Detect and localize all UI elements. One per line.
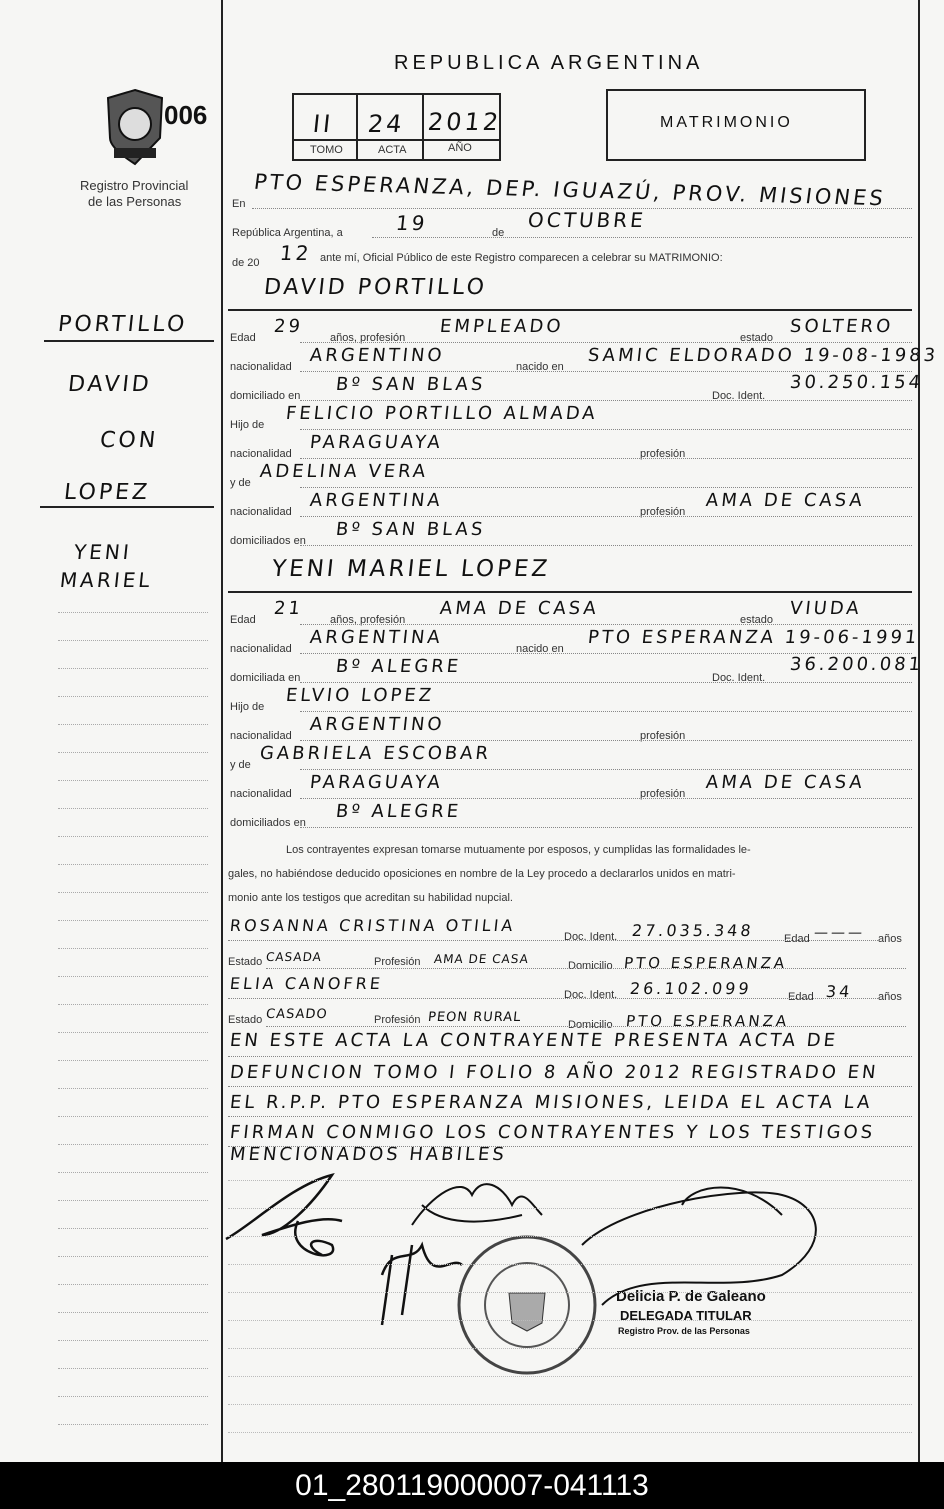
witness1-name: ROSANNA CRISTINA OTILIA bbox=[229, 916, 517, 935]
form-line bbox=[300, 400, 912, 401]
bride-nacionalidad: ARGENTINA bbox=[308, 627, 444, 648]
bride-doc-label: Doc. Ident. bbox=[712, 672, 766, 684]
bride-hijo-label: Hijo de bbox=[230, 701, 265, 713]
groom-estado: SOLTERO bbox=[788, 316, 895, 337]
acta-label: ACTA bbox=[378, 144, 407, 156]
witness2-edad: 34 bbox=[825, 982, 854, 1001]
body-line bbox=[228, 1376, 912, 1377]
form-line bbox=[300, 429, 912, 430]
ante-text: ante mí, Oficial Público de este Registro comparecen a celebrar su MATRIMONIO: bbox=[320, 252, 723, 264]
margin-line bbox=[58, 1396, 208, 1397]
form-line bbox=[300, 827, 912, 828]
tomo-value: II bbox=[311, 110, 335, 138]
groom-madre-nac: ARGENTINA bbox=[308, 490, 444, 511]
margin-line bbox=[58, 1256, 208, 1257]
groom-padres-dom: Bº SAN BLAS bbox=[334, 519, 487, 540]
margin-line bbox=[58, 752, 208, 753]
groom-doc-label: Doc. Ident. bbox=[712, 390, 766, 402]
box-divider-2 bbox=[422, 93, 424, 159]
bride-nac-label: nacionalidad bbox=[230, 643, 292, 655]
right-border bbox=[918, 0, 920, 1462]
form-line bbox=[300, 769, 912, 770]
body-line bbox=[228, 1264, 912, 1265]
margin-line bbox=[58, 1116, 208, 1117]
groom-padres-dom-label: domiciliados en bbox=[230, 535, 306, 547]
note-line bbox=[228, 1116, 912, 1117]
margin-line bbox=[58, 836, 208, 837]
margin-name2b: MARIEL bbox=[58, 568, 154, 592]
declaration-line2: gales, no habiéndose deducido oposiciones en nombre de la Ley procedo a declararlos unidos en matri- bbox=[228, 868, 736, 880]
witness1-anos-label: años bbox=[878, 933, 902, 945]
logo-number: 006 bbox=[164, 100, 208, 130]
groom-madre: ADELINA VERA bbox=[258, 461, 430, 482]
line-w1 bbox=[228, 940, 878, 941]
margin-line bbox=[58, 696, 208, 697]
groom-domicilio: Bº SAN BLAS bbox=[334, 374, 487, 395]
province-seal-logo bbox=[104, 88, 166, 166]
declaration-line3: monio ante los testigos que acreditan su habilidad nupcial. bbox=[228, 892, 513, 904]
bride-dom-label: domiciliada en bbox=[230, 672, 301, 684]
witness2-dom: PTO ESPERANZA bbox=[625, 1012, 791, 1030]
bride-rule bbox=[228, 591, 912, 593]
margin-rule-2 bbox=[40, 506, 214, 508]
groom-padre-nac: PARAGUAYA bbox=[308, 432, 444, 453]
margin-line bbox=[58, 1424, 208, 1425]
form-line bbox=[300, 624, 912, 625]
note-line bbox=[228, 1146, 912, 1147]
witness2-doc: 26.102.099 bbox=[629, 979, 753, 998]
form-line bbox=[300, 711, 912, 712]
place-value: PTO ESPERANZA, DEP. IGUAZÚ, PROV. MISIONES bbox=[252, 169, 888, 211]
witness2-doc-label: Doc. Ident. bbox=[564, 989, 618, 1001]
groom-dom-label: domiciliado en bbox=[230, 390, 301, 402]
body-line bbox=[228, 1432, 912, 1433]
form-line bbox=[300, 682, 912, 683]
groom-estado-label: estado bbox=[740, 332, 774, 344]
note-line1: EN ESTE ACTA LA CONTRAYENTE PRESENTA ACTA DE bbox=[228, 1030, 840, 1051]
witness1-dom-label: Domicilio bbox=[568, 960, 613, 972]
form-line bbox=[300, 458, 912, 459]
box-divider-h bbox=[292, 139, 499, 141]
margin-line bbox=[58, 1340, 208, 1341]
bride-edad-label: Edad bbox=[230, 614, 256, 626]
registry-name-line1: Registro Provincial bbox=[80, 178, 189, 193]
margin-line bbox=[58, 724, 208, 725]
bride-profesion: AMA DE CASA bbox=[438, 598, 600, 619]
note-line4: FIRMAN CONMIGO LOS CONTRAYENTES Y LOS TESTIGOS bbox=[228, 1122, 877, 1143]
bride-madre: GABRIELA ESCOBAR bbox=[258, 743, 493, 764]
margin-line bbox=[58, 1004, 208, 1005]
margin-line bbox=[58, 920, 208, 921]
bride-padre-nac: ARGENTINO bbox=[308, 714, 446, 735]
witness1-doc: 27.035.348 bbox=[631, 921, 755, 940]
box-divider-1 bbox=[356, 93, 358, 159]
bride-padre-nac-label: nacionalidad bbox=[230, 730, 292, 742]
margin-line bbox=[58, 808, 208, 809]
bride-padre: ELVIO LOPEZ bbox=[284, 685, 436, 706]
form-line bbox=[300, 487, 912, 488]
margin-line bbox=[58, 668, 208, 669]
note-line bbox=[228, 1086, 912, 1087]
body-line bbox=[228, 1320, 912, 1321]
witness2-dom-label: Domicilio bbox=[568, 1019, 613, 1031]
margin-line bbox=[58, 1284, 208, 1285]
margin-line bbox=[58, 976, 208, 977]
groom-edad: 29 bbox=[272, 316, 305, 337]
groom-yde-label: y de bbox=[230, 477, 251, 489]
witness1-edad: ——— bbox=[813, 925, 866, 941]
ano-value: 2012 bbox=[426, 108, 503, 136]
bride-yde-label: y de bbox=[230, 759, 251, 771]
bride-madre-prof-label: profesión bbox=[640, 788, 686, 800]
line-w2b bbox=[266, 1026, 906, 1027]
witness1-edad-label: Edad bbox=[784, 933, 810, 945]
margin-line bbox=[58, 1060, 208, 1061]
groom-nac-label: nacionalidad bbox=[230, 361, 292, 373]
margin-name2a: YENI bbox=[72, 540, 133, 564]
acta-value: 24 bbox=[366, 110, 407, 138]
witness2-prof: PEON RURAL bbox=[427, 1010, 523, 1025]
groom-padre-prof-label: profesión bbox=[640, 448, 686, 460]
body-line bbox=[228, 1348, 912, 1349]
margin-line bbox=[58, 864, 208, 865]
signatures bbox=[222, 1165, 918, 1415]
de-label: de bbox=[492, 227, 505, 239]
bride-estado: VIUDA bbox=[788, 598, 863, 619]
margin-rule-1 bbox=[44, 340, 214, 342]
document-code: 01_280119000007-041113 bbox=[0, 1462, 944, 1509]
groom-full-name: DAVID PORTILLO bbox=[262, 275, 489, 300]
margin-line bbox=[58, 612, 208, 613]
note-line bbox=[228, 1056, 912, 1057]
declaration-line1: Los contrayentes expresan tomarse mutuamente por esposos, y cumplidas las formalidades le- bbox=[286, 844, 751, 856]
witness2-anos-label: años bbox=[878, 991, 902, 1003]
witness1-estado: CASADA bbox=[265, 950, 323, 964]
groom-padre-nac-label: nacionalidad bbox=[230, 448, 292, 460]
groom-nacido-label: nacido en bbox=[516, 361, 564, 373]
line-date bbox=[372, 237, 912, 238]
body-line bbox=[228, 1236, 912, 1237]
note-line5: MENCIONADOS HABILES bbox=[228, 1144, 508, 1165]
margin-surname1: PORTILLO bbox=[56, 312, 189, 337]
bride-domicilio: Bº ALEGRE bbox=[334, 656, 463, 677]
bride-padres-dom-label: domiciliados en bbox=[230, 817, 306, 829]
margin-surname2: LOPEZ bbox=[62, 480, 152, 505]
body-line bbox=[228, 1292, 912, 1293]
bride-doc: 36.200.081 bbox=[788, 654, 925, 675]
witness2-estado-label: Estado bbox=[228, 1014, 263, 1026]
witness1-prof-label: Profesión bbox=[374, 956, 421, 968]
country-title: REPUBLICA ARGENTINA bbox=[394, 52, 704, 74]
groom-rule bbox=[228, 309, 912, 311]
witness2-prof-label: Profesión bbox=[374, 1014, 421, 1026]
form-line bbox=[300, 740, 912, 741]
form-line bbox=[300, 798, 912, 799]
note-line2: DEFUNCION TOMO I FOLIO 8 AÑO 2012 REGISTRADO EN bbox=[228, 1062, 880, 1083]
bride-padres-dom: Bº ALEGRE bbox=[334, 801, 463, 822]
bride-edad: 21 bbox=[272, 598, 305, 619]
margin-line bbox=[58, 1200, 208, 1201]
en-label: En bbox=[232, 198, 246, 210]
margin-line bbox=[58, 640, 208, 641]
witness1-doc-label: Doc. Ident. bbox=[564, 931, 618, 943]
groom-padre: FELICIO PORTILLO ALMADA bbox=[284, 403, 599, 424]
bride-padre-prof-label: profesión bbox=[640, 730, 686, 742]
month-value: OCTUBRE bbox=[526, 208, 648, 232]
year-suffix: 12 bbox=[278, 241, 313, 265]
witness1-prof: AMA DE CASA bbox=[433, 952, 530, 966]
margin-line bbox=[58, 1312, 208, 1313]
witness1-estado-label: Estado bbox=[228, 956, 263, 968]
body-line bbox=[228, 1404, 912, 1405]
year-prefix: de 20 bbox=[232, 257, 260, 269]
margin-line bbox=[58, 1088, 208, 1089]
official-registry: Registro Prov. de las Personas bbox=[618, 1326, 750, 1336]
rep-label: República Argentina, a bbox=[232, 227, 343, 239]
line-w2 bbox=[228, 998, 878, 999]
body-line bbox=[228, 1180, 912, 1181]
body-line bbox=[228, 1208, 912, 1209]
groom-edad-label: Edad bbox=[230, 332, 256, 344]
margin-line bbox=[58, 892, 208, 893]
groom-nacido: SAMIC ELDORADO 19-08-1983 bbox=[586, 345, 940, 366]
margin-name1: DAVID bbox=[66, 372, 154, 397]
margin-line bbox=[58, 780, 208, 781]
bride-madre-nac-label: nacionalidad bbox=[230, 788, 292, 800]
doc-type: MATRIMONIO bbox=[660, 114, 793, 131]
bride-full-name: YENI MARIEL LOPEZ bbox=[270, 556, 552, 582]
day-value: 19 bbox=[394, 211, 429, 235]
groom-hijo-label: Hijo de bbox=[230, 419, 265, 431]
official-name: Delicia P. de Galeano bbox=[616, 1288, 766, 1305]
groom-doc: 30.250.154 bbox=[788, 372, 925, 393]
groom-madre-prof: AMA DE CASA bbox=[704, 490, 866, 511]
margin-line bbox=[58, 1144, 208, 1145]
margin-conj: CON bbox=[98, 428, 160, 453]
margin-line bbox=[58, 1228, 208, 1229]
form-line bbox=[300, 545, 912, 546]
registry-name-line2: de las Personas bbox=[88, 194, 182, 209]
groom-anos-prof-label: años, profesión bbox=[330, 332, 406, 344]
form-line bbox=[300, 342, 912, 343]
witness1-dom: PTO ESPERANZA bbox=[623, 954, 789, 972]
bride-madre-prof: AMA DE CASA bbox=[704, 772, 866, 793]
witness2-edad-label: Edad bbox=[788, 991, 814, 1003]
bride-anos-prof-label: años, profesión bbox=[330, 614, 406, 626]
margin-line bbox=[58, 1368, 208, 1369]
official-title: DELEGADA TITULAR bbox=[620, 1308, 752, 1323]
note-line3: EL R.P.P. PTO ESPERANZA MISIONES, LEIDA EL ACTA LA bbox=[228, 1092, 874, 1113]
line-w1b bbox=[266, 968, 906, 969]
bride-estado-label: estado bbox=[740, 614, 774, 626]
groom-madre-prof-label: profesión bbox=[640, 506, 686, 518]
bride-nacido-label: nacido en bbox=[516, 643, 564, 655]
witness2-estado: CASADO bbox=[265, 1007, 329, 1022]
ano-label: AÑO bbox=[448, 142, 472, 154]
margin-line bbox=[58, 1172, 208, 1173]
form-line bbox=[300, 516, 912, 517]
tomo-label: TOMO bbox=[310, 144, 343, 156]
groom-profesion: EMPLEADO bbox=[438, 316, 565, 337]
margin-line bbox=[58, 1032, 208, 1033]
groom-nacionalidad: ARGENTINO bbox=[308, 345, 446, 366]
bride-nacido: PTO ESPERANZA 19-06-1991 bbox=[586, 627, 921, 648]
bride-madre-nac: PARAGUAYA bbox=[308, 772, 444, 793]
margin-line bbox=[58, 948, 208, 949]
groom-madre-nac-label: nacionalidad bbox=[230, 506, 292, 518]
witness2-name: ELIA CANOFRE bbox=[229, 974, 384, 993]
